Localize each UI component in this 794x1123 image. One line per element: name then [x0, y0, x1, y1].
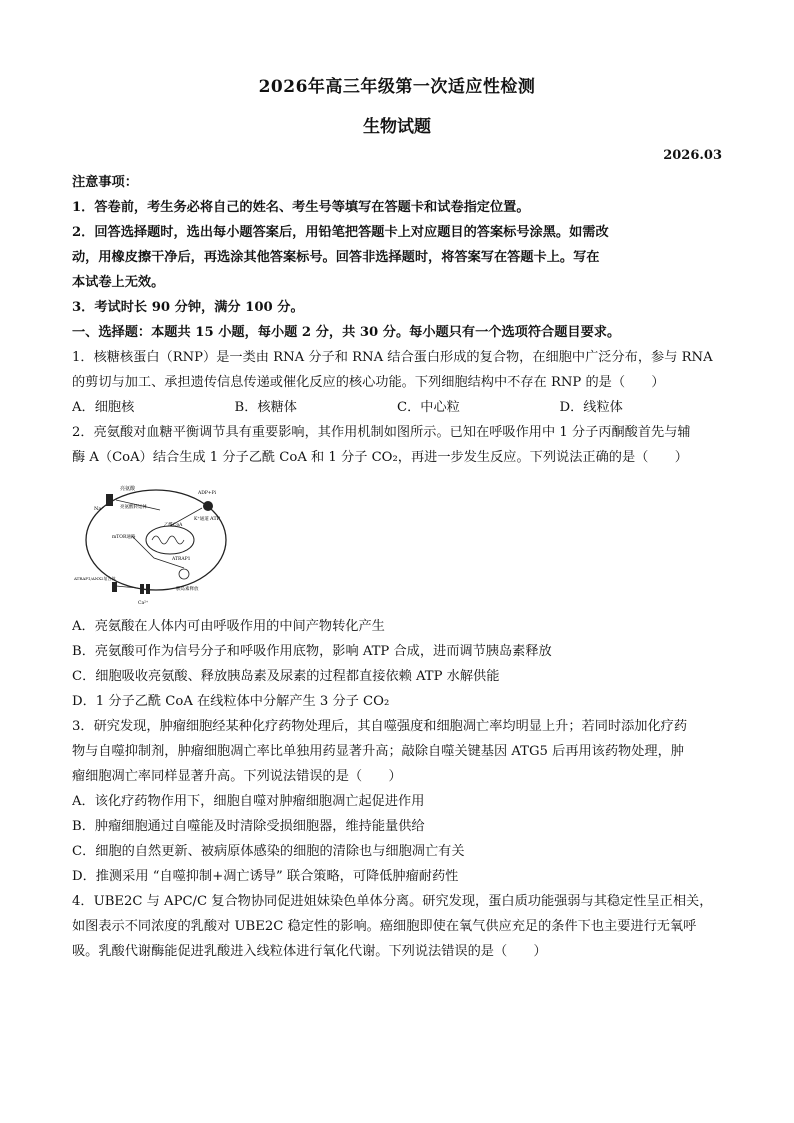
q1-option-b: B．核糖体: [234, 400, 297, 415]
k-channel: [203, 501, 213, 511]
fig-label-k-channel: K⁺通道: [194, 517, 209, 522]
ca-channel-a: [140, 584, 144, 594]
q1-option-c: C．中心粒: [397, 400, 460, 415]
q1-stem-cont: 的剪切与加工、承担遗传信息传递或催化反应的核心功能。下列细胞结构中不存在 RNP 的是（ ）: [72, 375, 665, 390]
fig-label-adp: ADP+Pi: [198, 491, 217, 496]
q2-option-a: A．亮氨酸在人体内可由呼吸作用的中间产物转化产生: [72, 619, 385, 634]
exam-title: 2026年高三年级第一次适应性检测: [258, 77, 536, 97]
fig-label-ca: Ca²⁺: [138, 601, 149, 606]
q3-stem-cont: 物与自噬抑制剂，肿瘤细胞凋亡率比单独用药显著升高；敲除自噬关键基因 ATG5 后再用该药物处理，肿: [72, 744, 684, 759]
fig-label-leucine: 亮氨酸: [120, 486, 136, 492]
q2-option-c: C．细胞吸收亮氨酸、释放胰岛素及尿素的过程都直接依赖 ATP 水解供能: [72, 669, 500, 684]
fig-label-na: Na⁺: [94, 506, 104, 512]
q1-stem: 1．核糖核蛋白（RNP）是一类由 RNA 分子和 RNA 结合蛋白形成的复合物，在细胞中广泛分布，参与 RNA: [72, 350, 713, 365]
q1-option-d: D．线粒体: [559, 400, 623, 415]
q1-options: [72, 395, 722, 420]
q2-option-d: D．1 分子乙酰 CoA 在线粒体中分解产生 3 分子 CO₂: [72, 694, 390, 709]
notice-heading: 注意事项：: [72, 175, 138, 190]
notice-item-2-cont: 动，用橡皮擦干净后，再选涂其他答案标号。回答非选择题时，将答案写在答题卡上。写在: [72, 250, 600, 265]
q3-option-a: A．该化疗药物作用下，细胞自噬对肿瘤细胞凋亡起促进作用: [72, 794, 425, 809]
questions-continued: [72, 614, 722, 964]
notice-item-2-end: 本试卷上无效。: [72, 275, 165, 290]
notice-item-2: 2．回答选择题时，选出每小题答案后，用铅笔把答题卡上对应题目的答案标号涂黑。如需改: [72, 225, 609, 240]
fig-label-mtor: mTOR通路: [112, 535, 136, 540]
fig-label-transporter: 亮氨酸转运体: [120, 505, 147, 510]
notice-item-3: 3．考试时长 90 分钟，满分 100 分。: [72, 300, 304, 315]
q3-option-c: C．细胞的自然更新、被病原体感染的细胞的清除也与细胞凋亡有关: [72, 844, 465, 859]
q3-stem: 3．研究发现，肿瘤细胞经某种化疗药物处理后，其自噬强度和细胞凋亡率均明显上升；若同时添加化疗药: [72, 719, 688, 734]
exam-subtitle: 生物试题: [363, 117, 431, 137]
mitochondrion: [146, 526, 194, 554]
fig-label-complex: ATRAP1/ANX2复合体: [74, 576, 116, 581]
notice-item-1: 1．答卷前，考生务必将自己的姓名、考生号等填写在答题卡和试卷指定位置。: [72, 200, 530, 215]
exam-date: 2026.03: [663, 148, 722, 163]
q3-option-b: B．肿瘤细胞通过自噬能及时清除受损细胞器，维持能量供给: [72, 819, 425, 834]
leucine-transporter: [106, 494, 113, 506]
mitochondrion-cristae: [152, 536, 184, 544]
fig-label-insulin: 胰岛素释放: [176, 587, 199, 592]
q3-stem-end: 瘤细胞凋亡率同样显著升高。下列说法错误的是（ ）: [72, 769, 402, 784]
leucine-mechanism-diagram: [72, 476, 232, 610]
fig-label-atrap1: ATRAP1: [172, 557, 191, 562]
q2-stem: 2．亮氨酸对血糖平衡调节具有重要影响，其作用机制如图所示。已知在呼吸作用中 1 分子丙酮酸首先与辅: [72, 425, 691, 440]
q2-stem-cont: 酶 A（CoA）结合生成 1 分子乙酰 CoA 和 1 分子 CO₂，再进一步发生反应。下列说法正确的是（ ）: [72, 450, 688, 465]
notice-section: [72, 170, 722, 470]
q4-stem-cont: 如图表示不同浓度的乳酸对 UBE2C 稳定性的影响。癌细胞即使在氧气供应充足的条件下也主要进行无氧呼: [72, 919, 697, 934]
q2-option-b: B．亮氨酸可作为信号分子和呼吸作用底物，影响 ATP 合成，进而调节胰岛素释放: [72, 644, 552, 659]
q3-option-d: D．推测采用 “自噬抑制+凋亡诱导” 联合策略，可降低肿瘤耐药性: [72, 869, 459, 884]
fig-label-atp: ATP: [210, 516, 221, 522]
q1-option-a: A．细胞核: [72, 400, 135, 415]
fig-label-acetylcoa: 乙酰CoA: [164, 523, 183, 528]
section-heading: 一、选择题：本题共 15 小题，每小题 2 分，共 30 分。每小题只有一个选项符合题目要求。: [72, 325, 621, 340]
insulin-granule: [179, 569, 189, 579]
ca-channel-b: [146, 584, 150, 594]
q4-stem-end: 吸。乳酸代谢酶能促进乳酸进入线粒体进行氧化代谢。下列说法错误的是（ ）: [72, 944, 547, 959]
complex-channel: [112, 582, 117, 592]
q4-stem: 4．UBE2C 与 APC/C 复合物协同促进姐妹染色单体分离。研究发现，蛋白质功能强弱与其稳定性呈正相关，: [72, 894, 713, 909]
